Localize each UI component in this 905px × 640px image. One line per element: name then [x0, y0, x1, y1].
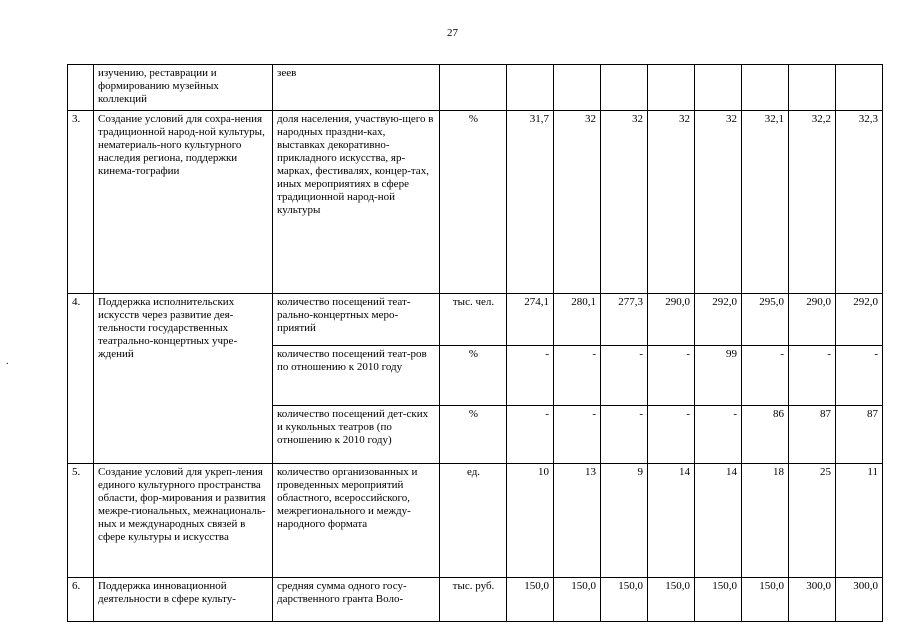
unit-cell: [440, 65, 507, 111]
value-cell: 300,0: [789, 578, 836, 622]
indicator-name: количество посещений дет-ских и кукольных театров (по отношению к 2010 году): [273, 406, 440, 464]
value-cell: 11: [836, 464, 883, 578]
value-cell: 14: [648, 464, 695, 578]
value-cell: -: [742, 346, 789, 406]
value-cell: -: [648, 346, 695, 406]
value-cell: 13: [554, 464, 601, 578]
indicator-name: количество посещений теат-рально-концертных меро-приятий: [273, 294, 440, 346]
indicators-table: [67, 64, 883, 622]
value-cell: 32,1: [742, 111, 789, 294]
value-cell: 32: [554, 111, 601, 294]
value-cell: 300,0: [836, 578, 883, 622]
value-cell: 14: [695, 464, 742, 578]
value-cell: 18: [742, 464, 789, 578]
value-cell: 32: [601, 111, 648, 294]
value-cell: 277,3: [601, 294, 648, 346]
value-cell: 290,0: [648, 294, 695, 346]
task-cell: Поддержка инновационной деятельности в сфере культу-: [94, 578, 273, 622]
value-cell: 32: [648, 111, 695, 294]
value-cell: -: [601, 406, 648, 464]
task-cell: изучению, реставрации и формированию музейных коллекций: [94, 65, 273, 111]
value-cell: -: [507, 406, 554, 464]
value-cell: 150,0: [695, 578, 742, 622]
value-cell: 32,3: [836, 111, 883, 294]
value-cell: [507, 65, 554, 111]
value-cell: 86: [742, 406, 789, 464]
value-cell: 280,1: [554, 294, 601, 346]
unit-cell: %: [440, 406, 507, 464]
value-cell: -: [789, 346, 836, 406]
unit-cell: тыс. чел.: [440, 294, 507, 346]
value-cell: 31,7: [507, 111, 554, 294]
value-cell: 290,0: [789, 294, 836, 346]
value-cell: -: [554, 406, 601, 464]
value-cell: 99: [695, 346, 742, 406]
value-cell: [789, 65, 836, 111]
indicator-name: количество посещений теат-ров по отношению к 2010 году: [273, 346, 440, 406]
value-cell: -: [507, 346, 554, 406]
value-cell: -: [648, 406, 695, 464]
value-cell: 150,0: [507, 578, 554, 622]
row-number: [68, 65, 94, 111]
value-cell: -: [554, 346, 601, 406]
value-cell: [554, 65, 601, 111]
table-row: [68, 111, 883, 294]
value-cell: 10: [507, 464, 554, 578]
margin-mark: .: [6, 356, 9, 367]
unit-cell: тыс. руб.: [440, 578, 507, 622]
indicator-name: зеев: [273, 65, 440, 111]
row-number: 4.: [68, 294, 94, 464]
value-cell: 150,0: [554, 578, 601, 622]
value-cell: 32: [695, 111, 742, 294]
task-cell: Создание условий для укреп-ления единого культурного пространства области, фор-мирования и развития межре-гиональных, межнациональ-ных и международных связей в сфере культуры и искусства: [94, 464, 273, 578]
value-cell: 87: [789, 406, 836, 464]
value-cell: [648, 65, 695, 111]
value-cell: -: [601, 346, 648, 406]
value-cell: -: [836, 346, 883, 406]
task-cell: Создание условий для сохра-нения традиционной народ-ной культуры, нематериаль-ного культурного наследия региона, поддержки кинема-тографии: [94, 111, 273, 294]
value-cell: 150,0: [648, 578, 695, 622]
row-number: 3.: [68, 111, 94, 294]
value-cell: [695, 65, 742, 111]
value-cell: -: [695, 406, 742, 464]
value-cell: 9: [601, 464, 648, 578]
value-cell: [836, 65, 883, 111]
value-cell: 150,0: [601, 578, 648, 622]
value-cell: 150,0: [742, 578, 789, 622]
value-cell: 295,0: [742, 294, 789, 346]
task-cell: Поддержка исполнительских искусств через развитие дея-тельности государственных театрально-концертных учре-ждений: [94, 294, 273, 464]
value-cell: [742, 65, 789, 111]
indicator-name: количество организованных и проведенных мероприятий областного, всероссийского, межрегионального и между-народного формата: [273, 464, 440, 578]
value-cell: [601, 65, 648, 111]
page-number: 27: [447, 27, 458, 39]
table-row: [68, 65, 883, 111]
table-row: [68, 464, 883, 578]
indicator-name: доля населения, участвую-щего в народных праздни-ках, выставках декоративно-прикладного искусства, яр-марках, фестивалях, концер-тах, иных мероприятиях в сфере традиционной народ-ной культуры: [273, 111, 440, 294]
unit-cell: %: [440, 346, 507, 406]
value-cell: 292,0: [836, 294, 883, 346]
value-cell: 25: [789, 464, 836, 578]
unit-cell: ед.: [440, 464, 507, 578]
table-row: [68, 578, 883, 622]
table-row: [68, 294, 883, 346]
value-cell: 292,0: [695, 294, 742, 346]
row-number: 5.: [68, 464, 94, 578]
value-cell: 274,1: [507, 294, 554, 346]
value-cell: 87: [836, 406, 883, 464]
row-number: 6.: [68, 578, 94, 622]
value-cell: 32,2: [789, 111, 836, 294]
unit-cell: %: [440, 111, 507, 294]
indicator-name: средняя сумма одного госу-дарственного гранта Воло-: [273, 578, 440, 622]
